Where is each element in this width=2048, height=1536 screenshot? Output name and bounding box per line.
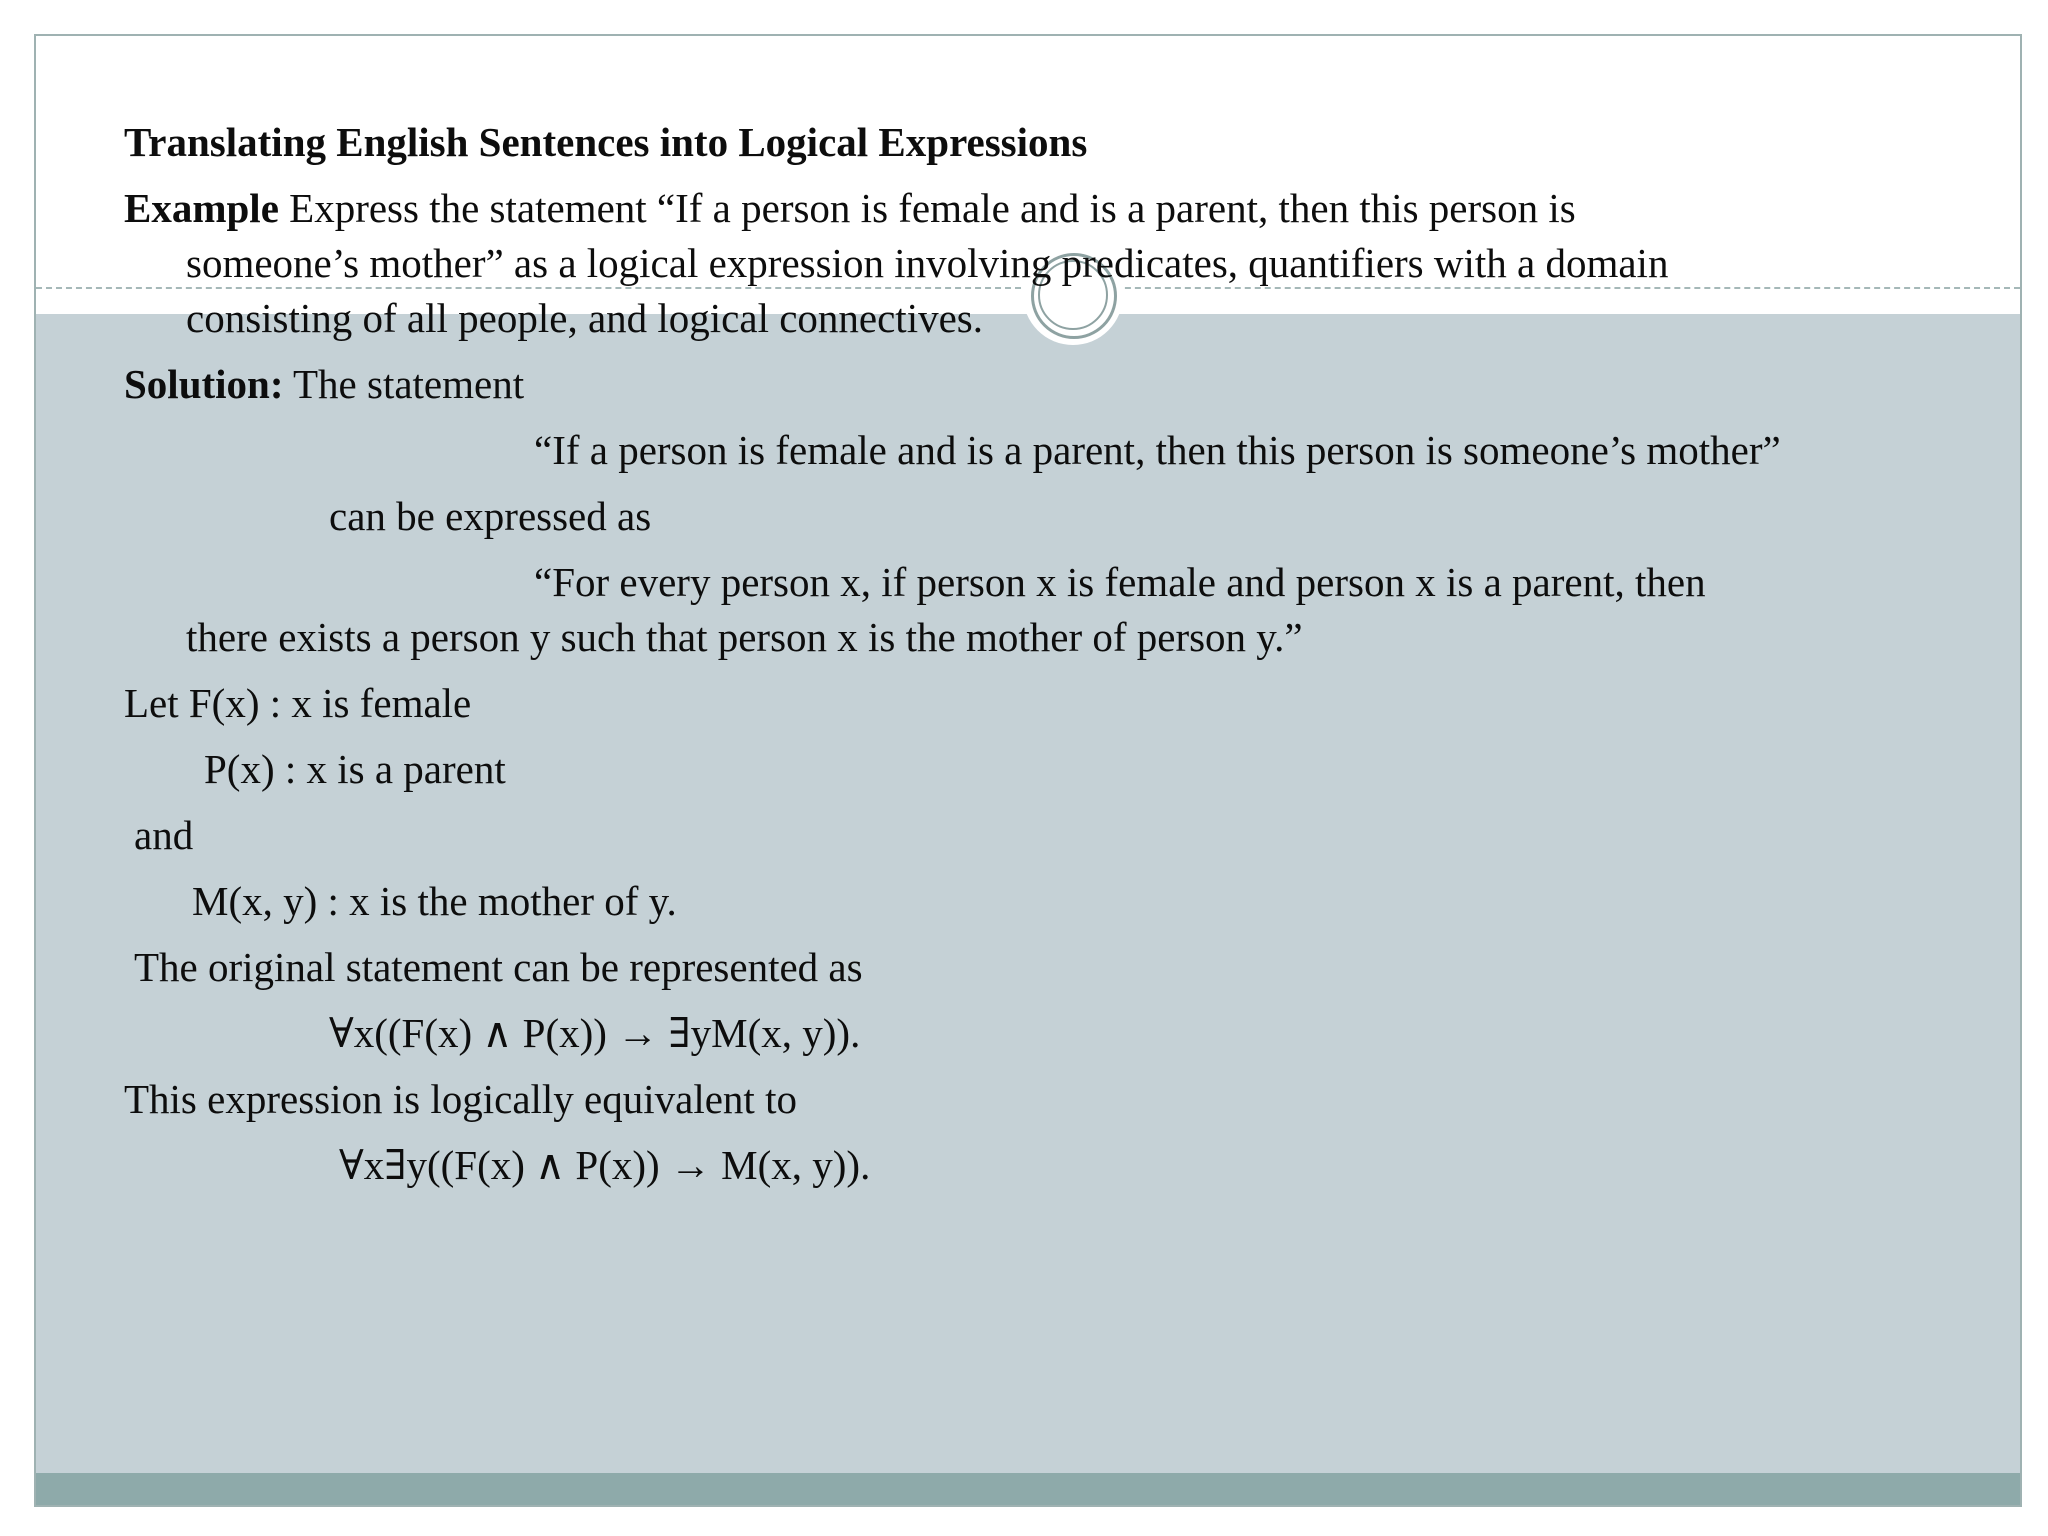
example-line-3: consisting of all people, and logical connectives.	[186, 295, 983, 341]
predicate-and: and	[134, 812, 194, 858]
formula-equivalent: ∀x∃y((F(x) ∧ P(x)) → M(x, y)).	[339, 1142, 871, 1188]
formula-original: ∀x((F(x) ∧ P(x)) → ∃yM(x, y)).	[329, 1010, 861, 1056]
solution-text: The statement	[283, 361, 525, 407]
predicate-p: P(x) : x is a parent	[204, 746, 506, 792]
example-text-1: Express the statement “If a person is female and is a parent, then this person is	[278, 185, 1576, 231]
quote-expanded-line-1: “For every person x, if person x is female and person x is a parent, then	[534, 559, 1706, 605]
can-be-expressed: can be expressed as	[329, 493, 652, 539]
representation-intro: The original statement can be represented as	[134, 944, 863, 990]
example-label: Example	[124, 185, 279, 231]
footer-band	[36, 1473, 2020, 1507]
example-line-2: someone’s mother” as a logical expression involving predicates, quantifiers with a domain	[186, 240, 1669, 286]
slide-title: Translating English Sentences into Logical Expressions	[124, 119, 1088, 165]
solution-line	[124, 359, 524, 409]
predicate-f: Let F(x) : x is female	[124, 680, 472, 726]
quote-expanded-line-2: there exists a person y such that person x is the mother of person y.”	[186, 614, 1303, 660]
equivalent-intro: This expression is logically equivalent to	[124, 1076, 797, 1122]
predicate-m: M(x, y) : x is the mother of y.	[192, 878, 677, 924]
quote-statement: “If a person is female and is a parent, then this person is someone’s mother”	[534, 427, 1781, 473]
example-line-1	[124, 183, 1576, 233]
solution-label: Solution:	[124, 361, 284, 407]
